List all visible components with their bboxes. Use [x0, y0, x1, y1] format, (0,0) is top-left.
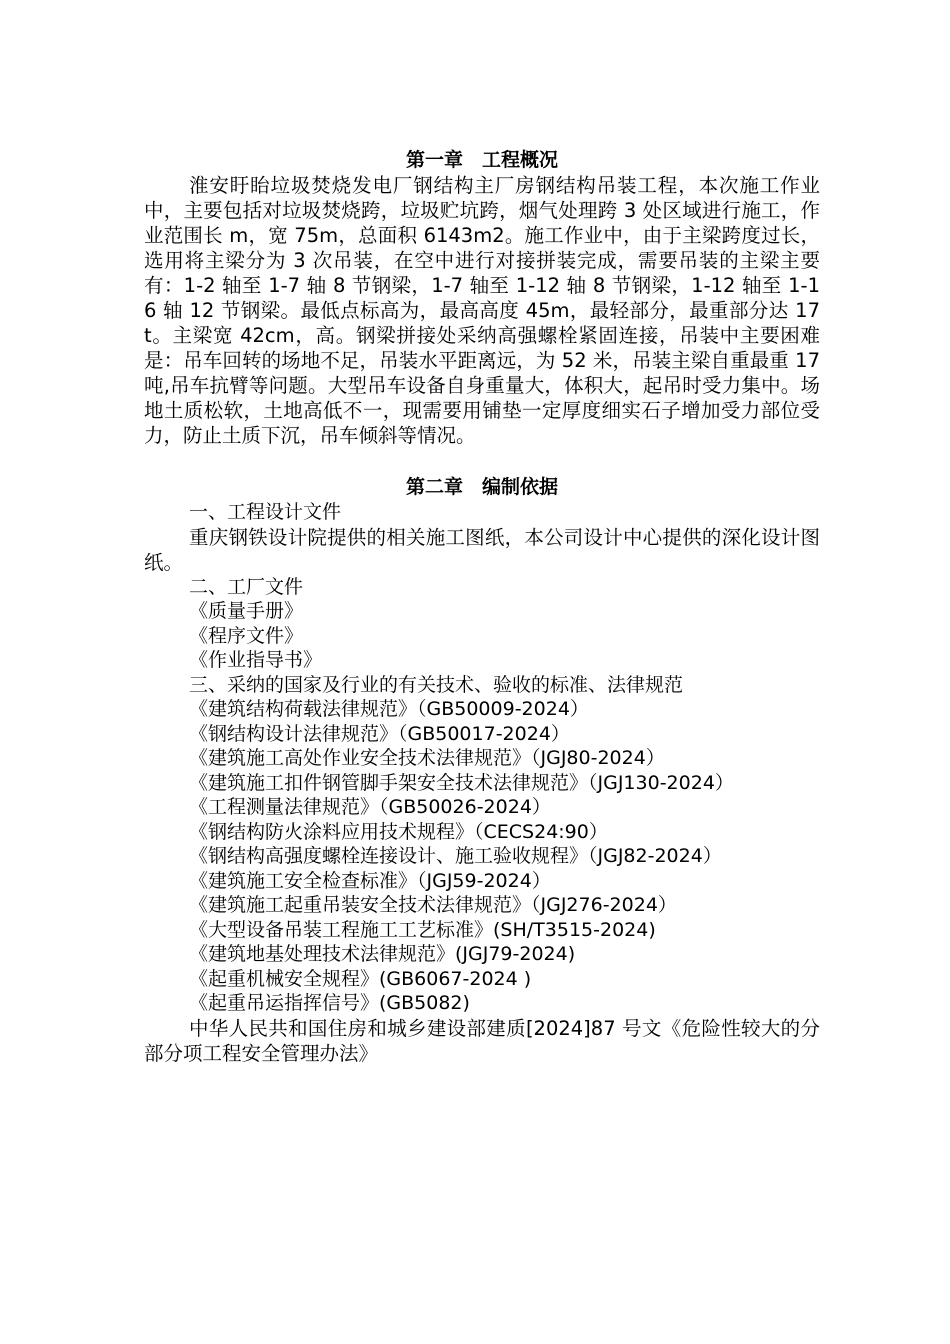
standard-item: 《钢结构高强度螺栓连接设计、施工验收规程》（JGJ82-2024） — [189, 845, 722, 867]
document-content — [144, 147, 820, 1066]
standard-item: 《建筑地基处理技术法律规范》(JGJ79-2024) — [189, 943, 576, 965]
standard-item: 《钢结构设计法律规范》（GB50017-2024） — [189, 722, 570, 745]
standard-item: 《建筑施工高处作业安全技术法律规范》（JGJ80-2024） — [189, 747, 665, 769]
section2-item: 《作业指导书》 — [189, 649, 323, 671]
final-reference: 中华人民共和国住房和城乡建设部建质[2024]87 号文《危险性较大的分部分项工程安全管理办法》 — [144, 1016, 820, 1065]
chapter1-title: 第一章 工程概况 — [405, 149, 558, 171]
section3-title: 三、采纳的国家及行业的有关技术、验收的标准、法律规范 — [189, 673, 684, 696]
standard-item: 《工程测量法律规范》（GB50026-2024） — [189, 796, 551, 818]
standard-item: 《建筑施工起重吊装安全技术法律规范》（JGJ276-2024） — [189, 894, 677, 916]
chapter1-body: 淮安盱眙垃圾焚烧发电厂钢结构主厂房钢结构吊装工程，本次施工作业中，主要包括对垃圾焚烧跨，垃圾贮坑跨，烟气处理跨 3 处区域进行施工，作业范围长 m，宽 75m，总面积 6143m2。施工作业中，由于主梁跨度过长，选用将主梁分为 3 次吊装，在空中进行对接拼装完成，需要吊装的主梁主要有：1-2 轴至 1-7 轴 8 节钢梁，1-7 轴至 1-12 轴 8 节钢梁，1-12 轴至 1-16 轴 12 节钢梁。最低点标高为，最高高度 45m，最轻部分，最重部分达 17t。主梁宽 42cm，高。钢梁拼接处采纳高强螺栓紧固连接，吊装中主要困难是：吊车回转的场地不足，吊装水平距离远，为 52 米，吊装主梁自重最重 17 吨,吊车抗臂等问题。大型吊车设备自身重量大，体积大，起吊时受力集中。场地土质松软，土地高低不一，现需要用铺垫一定厚度细实石子增加受力部位受力，防止土质下沉，吊车倾斜等情况。 — [144, 174, 820, 447]
section2-item: 《程序文件》 — [189, 624, 304, 647]
section2-item: 《质量手册》 — [189, 600, 304, 622]
standard-item: 《大型设备吊装工程施工工艺标准》(SH/T3515-2024) — [189, 918, 656, 941]
section1-body: 重庆钢铁设计院提供的相关施工图纸，本公司设计中心提供的深化设计图纸。 — [144, 525, 820, 574]
section1-title: 一、工程设计文件 — [189, 501, 342, 523]
chapter2-title: 第二章 编制依据 — [405, 476, 558, 498]
section2-title: 二、工厂文件 — [189, 575, 304, 598]
standard-item: 《钢结构防火涂料应用技术规程》（CECS24:90） — [189, 820, 608, 843]
standard-item: 《建筑结构荷载法律规范》（GB50009-2024） — [189, 698, 589, 720]
standard-item: 《建筑施工扣件钢管脚手架安全技术法律规范》（JGJ130-2024） — [189, 771, 734, 794]
standard-item: 《建筑施工安全检查标准》（JGJ59-2024） — [189, 869, 551, 892]
standard-item: 《起重吊运指挥信号》(GB5082) — [189, 992, 470, 1014]
standard-item: 《起重机械安全规程》(GB6067-2024 ) — [189, 967, 532, 990]
